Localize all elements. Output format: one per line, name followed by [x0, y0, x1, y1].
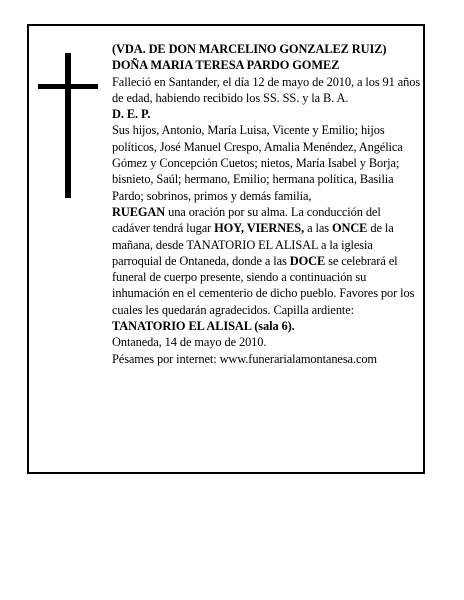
cross-icon: [38, 53, 98, 198]
day-label: HOY, VIERNES,: [214, 221, 305, 236]
obituary-text: [112, 41, 421, 367]
ruegan-label: RUEGAN: [112, 204, 166, 219]
condolences-line: Pésames por internet: www.funerarialamontanesa.com: [112, 351, 377, 366]
deceased-name: DOÑA MARIA TERESA PARDO GOMEZ: [112, 58, 340, 73]
widow-of-line: (VDA. DE DON MARCELINO GONZALEZ RUIZ): [112, 42, 387, 56]
chapel-label: TANATORIO EL ALISAL (sala 6).: [112, 319, 295, 334]
cross-vertical-bar: [65, 53, 71, 198]
death-details: Falleció en Santander, el día 12 de mayo de 2010, a los 91 años de edad, habiendo recibido los SS. SS. y la B. A.: [112, 74, 421, 105]
hour-label-once: ONCE: [331, 221, 368, 236]
funeral-request: RUEGAN una oración por su alma. La conducción del cadáver tendrá lugar HOY, VIERNES, a las ONCE de la mañana, desde TANATORIO EL ALISAL a la iglesia parroquial de Ontaneda, donde a las DOCE se celebrará el funeral de cuerpo presente, siendo a continuación su inhumación en el cementerio de dicho pueblo. Favores por los cuales les quedarán agradecidos. Capilla ardiente: TANATORIO EL ALISAL (sala 6).: [112, 204, 415, 334]
dep-line: D. E. P.: [112, 107, 151, 122]
cross-horizontal-bar: [38, 84, 98, 89]
hour-label-doce: DOCE: [289, 253, 326, 268]
family-list: Sus hijos, Antonio, María Luisa, Vicente y Emilio; hijos políticos, José Manuel Crespo, Amalia Menéndez, Angélica Gómez y Concepción Cuetos; nietos, María Isabel y Borja; bisnieto, Saúl; hermano, Emilio; hermana política, Basilia Pardo; sobrinos, primos y demás familia,: [112, 123, 403, 203]
place-date: Ontaneda, 14 de mayo de 2010.: [112, 335, 267, 350]
